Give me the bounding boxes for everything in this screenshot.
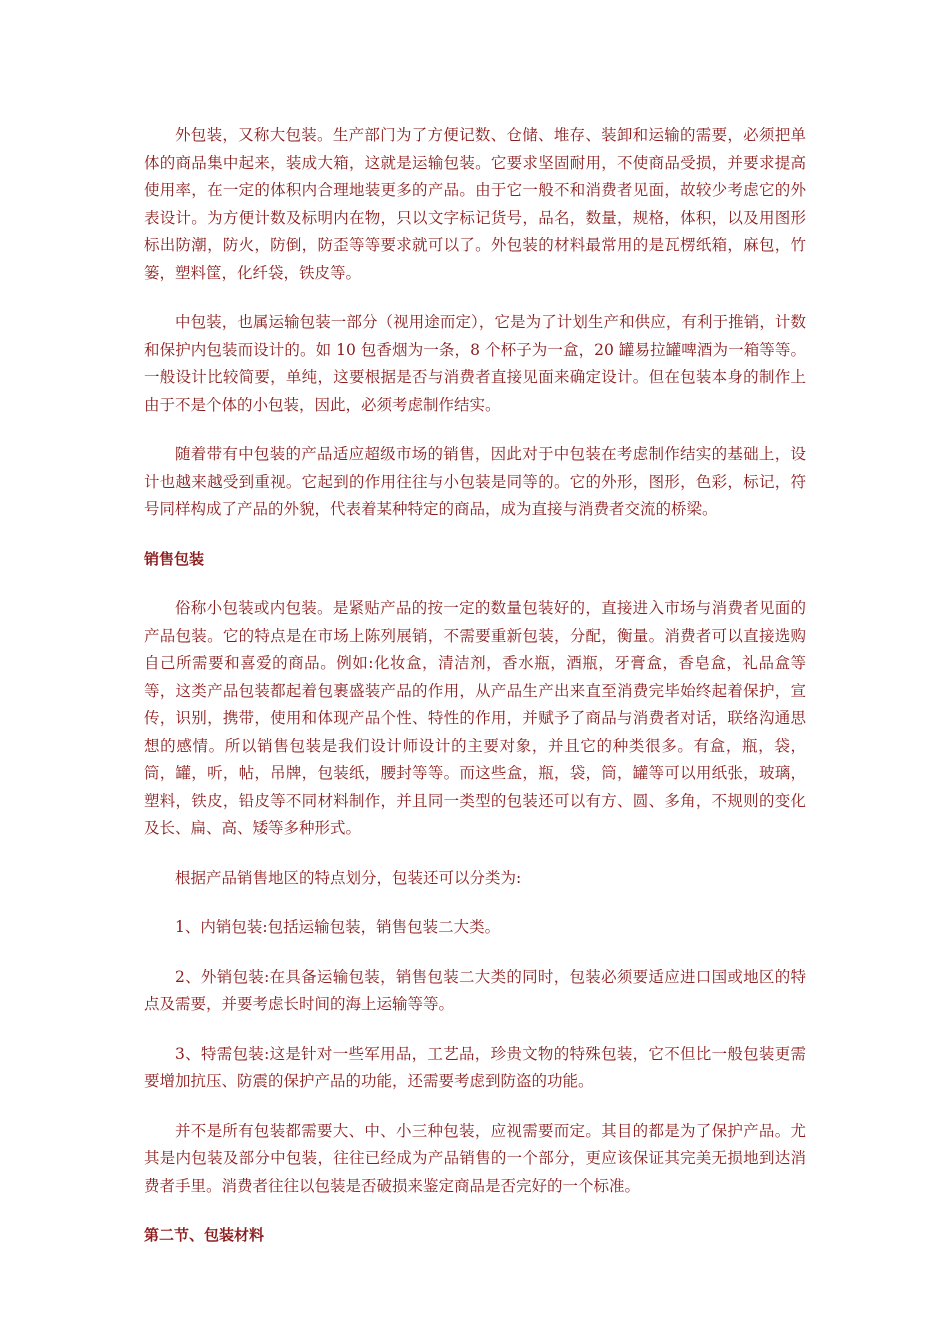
list-item-export: 2、外销包装:在具备运输包装，销售包装二大类的同时，包装必须要适应进口国或地区的特点及需要，并要考虑长时间的海上运输等等。	[144, 967, 806, 1013]
paragraph-sales-packaging: 俗称小包装或内包装。是紧贴产品的按一定的数量包装好的，直接进入市场与消费者见面的产品包装。它的特点是在市场上陈列展销，不需要重新包装，分配，衡量。消费者可以直接选购自己所需要和喜爱的商品。例如:化妆盒，清洁剂，香水瓶，酒瓶，牙膏盒，香皂盒，礼品盒等等，这类产品包装都起着包裹盛装产品的作用，从产品生产出来直至消费完毕始终起着保护，宣传，识别，携带，使用和体现产品个性、特性的作用，并赋予了商品与消费者对话，联络沟通思想的感情。所以销售包装是我们设计师设计的主要对象，并且它的种类很多。有盒，瓶，袋，筒，罐，听，帖，吊牌，包装纸，腰封等等。而这些盒，瓶，袋，筒，罐等可以用纸张，玻璃，塑料，铁皮，铅皮等不同材料制作，并且同一类型的包装还可以有方、圆、多角，不规则的变化及长、扁、高、矮等多种形式。	[144, 599, 806, 837]
paragraph-supermarket: 随着带有中包装的产品适应超级市场的销售，因此对于中包装在考虑制作结实的基础上，设计也越来越受到重视。它起到的作用往往与小包装是同等的。它的外形，图形，色彩，标记，符号同样构成了产品的外貌，代表着某种特定的商品，成为直接与消费者交流的桥梁。	[144, 445, 806, 518]
list-item-special: 3、特需包装:这是针对一些军用品，工艺品，珍贵文物的特殊包装，它不但比一般包装更需要增加抗压、防震的保护产品的功能，还需要考虑到防盗的功能。	[144, 1044, 806, 1090]
list-item-domestic: 1、内销包装:包括运输包装，销售包装二大类。	[175, 918, 501, 936]
heading-section-2: 第二节、包装材料	[144, 1226, 265, 1244]
paragraph-outer-packaging: 外包装，又称大包装。生产部门为了方便记数、仓储、堆存、装卸和运输的需要，必须把单体的商品集中起来，装成大箱，这就是运输包装。它要求坚固耐用，不使商品受损，并要求提高使用率，在一定的体积内合理地装更多的产品。由于它一般不和消费者见面，故较少考虑它的外表设计。为方便计数及标明内在物，只以文字标记货号，品名，数量，规格，体积，以及用图形标出防潮，防火，防倒，防歪等等要求就可以了。外包装的材料最常用的是瓦楞纸箱，麻包，竹篓，塑料筐，化纤袋，铁皮等。	[144, 126, 806, 282]
paragraph-conclusion: 并不是所有包装都需要大、中、小三种包装，应视需要而定。其目的都是为了保护产品。尤其是内包装及部分中包装，往往已经成为产品销售的一个部分，更应该保证其完美无损地到达消费者手里。消费者往往以包装是否破损来鉴定商品是否完好的一个标准。	[144, 1121, 806, 1195]
heading-sales-packaging: 销售包装	[144, 549, 205, 568]
paragraph-middle-packaging: 中包装，也属运输包装一部分（视用途而定），它是为了计划生产和供应，有利于推销，计数和保护内包装而设计的。如 10 包香烟为一条，8 个杯子为一盒，20 罐易拉罐啤酒为一箱等等。一般设计比较简要，单纯，这要根据是否与消费者直接见面来确定设计。但在包装本身的制作上由于不是个体的小包装，因此，必须考虑制作结实。	[144, 313, 806, 414]
document-body	[144, 122, 806, 1272]
paragraph-classification-intro: 根据产品销售地区的特点划分，包装还可以分类为:	[175, 868, 522, 887]
